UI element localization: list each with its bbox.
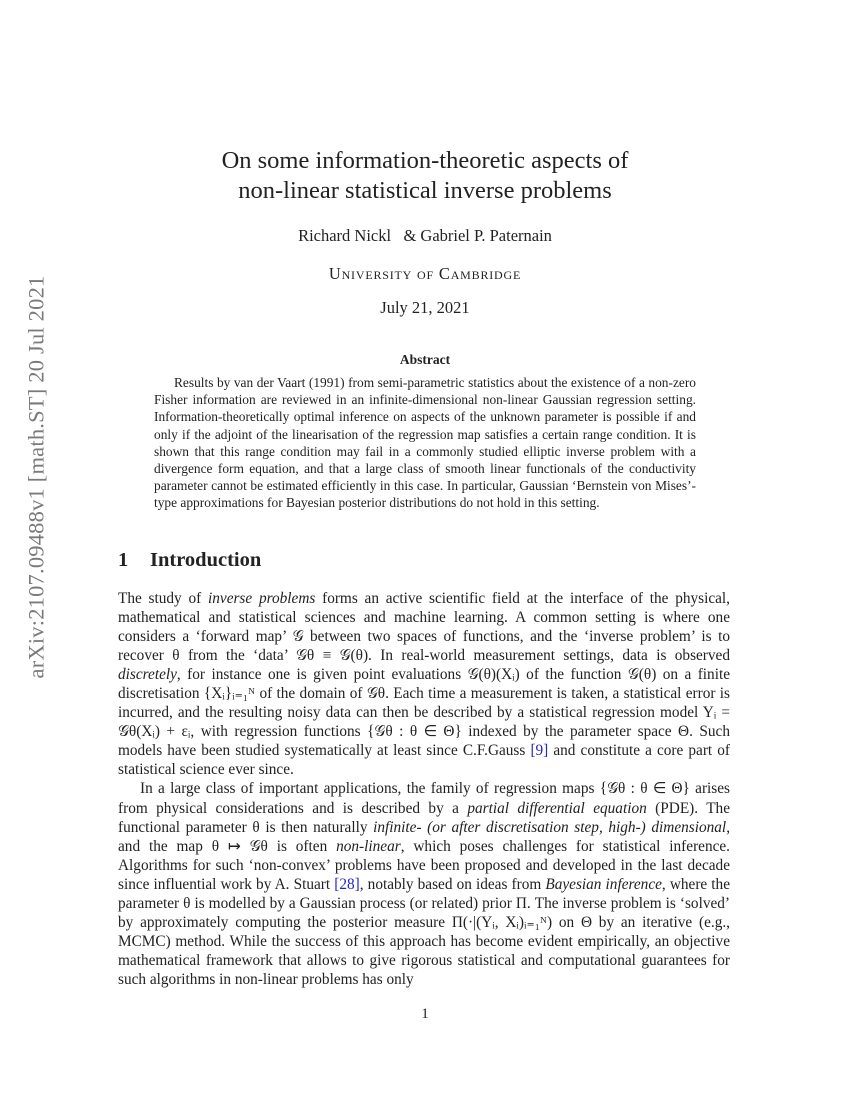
title-line-2: non-linear statistical inverse problems: [238, 177, 612, 204]
publication-date: July 21, 2021: [380, 298, 470, 317]
p2-emphasis-2: infinite- (or after discretisation step, high-) dimensional: [373, 818, 727, 836]
p1-text-3: , for instance one is given point evaluations 𝒢(θ)(Xᵢ) of the function 𝒢(θ) on a finite discretisation {Xᵢ}ᵢ₌₁ᴺ of the domain of 𝒢θ. Each time a measurement is taken, a statistical error is incurred, and the resulting noisy data can then be described by a statistical regression model Yᵢ = 𝒢θ(Xᵢ) + εᵢ, with regression functions {𝒢θ : θ ∈ Θ} indexed by the parameter space Θ. Such models have been studied systematically at least since C.F.Gauss: [118, 666, 730, 760]
p2-emphasis-1: partial differential equation: [467, 799, 647, 817]
citation-link[interactable]: [9]: [530, 742, 549, 760]
affiliation: University of Cambridge: [328, 264, 522, 283]
paragraph-1: [118, 589, 730, 779]
p2-text-6: , where the parameter θ is modelled by a Gaussian process (or related) prior Π. The inverse problem is ‘solved’ by approximately computing the posterior measure Π(·|(Yᵢ, Xᵢ)ᵢ₌₁ᴺ) on Θ by an iterative (e.g., MCMC) method. While the success of this approach has become evident empirically, an objective mathematical framework that allows to give rigorous statistical and computational guarantees for such algorithms in non-linear problems has only: [118, 875, 730, 988]
paragraph-2: [118, 779, 730, 989]
p2-emphasis-3: non-linear: [336, 837, 401, 855]
abstract-heading: Abstract: [399, 352, 451, 367]
title-line-1: On some information-theoretic aspects of: [221, 147, 629, 174]
arxiv-identifier-text: arXiv:2107.09488v1 [math.ST] 20 Jul 2021: [23, 275, 49, 679]
section-heading: [118, 549, 261, 572]
page-number: 1: [421, 1006, 429, 1022]
p2-text-5: , notably based on ideas from: [359, 875, 546, 893]
arxiv-identifier-stamp: [18, 262, 54, 692]
citation-link[interactable]: [28]: [334, 875, 360, 893]
p2-emphasis-4: Bayesian inference: [545, 875, 662, 893]
section-title: Introduction: [150, 549, 262, 571]
abstract-text: Results by van der Vaart (1991) from semi-parametric statistics about the existence of a non-zero Fisher information are reviewed in an infinite-dimensional non-linear Gaussian regression setting. Information-theoretically optimal inference on aspects of the unknown parameter is possible if and only if the adjoint of the linearisation of the regression map satisfies a certain range condition. It is shown that this range condition may fail in a commonly studied elliptic inverse problem with a divergence form equation, and that a large class of smooth linear functionals of the conductivity parameter cannot be estimated efficiently in this case. In particular, Gaussian ‘Bernstein von Mises’-type approximations for Bayesian posterior distributions do not hold in this setting.: [154, 375, 696, 511]
paper-title: [0, 146, 850, 206]
p2-text-1: In a large class of important applications, the family of regression maps {𝒢θ : θ ∈ Θ} arises from physical considerations and is described by a: [118, 780, 730, 817]
p1-emphasis-1: inverse problems: [208, 590, 316, 607]
p2-text-4: , which poses challenges for statistical inference. Algorithms for such ‘non-convex’ problems have been proposed and developed in the last decade since influential work by A. Stuart: [118, 837, 731, 893]
section-number: 1: [118, 549, 129, 571]
p1-emphasis-2: discretely: [118, 666, 177, 684]
p2-text-3: , and the map θ ↦ 𝒢θ is often: [118, 818, 731, 855]
authors: Richard Nickl & Gabriel P. Paternain: [298, 226, 552, 245]
body-text: [118, 589, 730, 989]
p1-text-4: and constitute a core part of statistical science ever since.: [118, 742, 730, 779]
p1-text-2: forms an active scientific field at the interface of the physical, mathematical and statistical sciences and machine learning. A common setting is where one considers a ‘forward map’ 𝒢 between two spaces of functions, and the ‘inverse problem’ is to recover θ from the ‘data’ 𝒢θ ≡ 𝒢(θ). In real-world measurement settings, data is observed: [118, 590, 731, 665]
p2-text-2: (PDE). The functional parameter θ is then naturally: [118, 799, 730, 836]
p1-text-1: The study of: [118, 590, 208, 607]
